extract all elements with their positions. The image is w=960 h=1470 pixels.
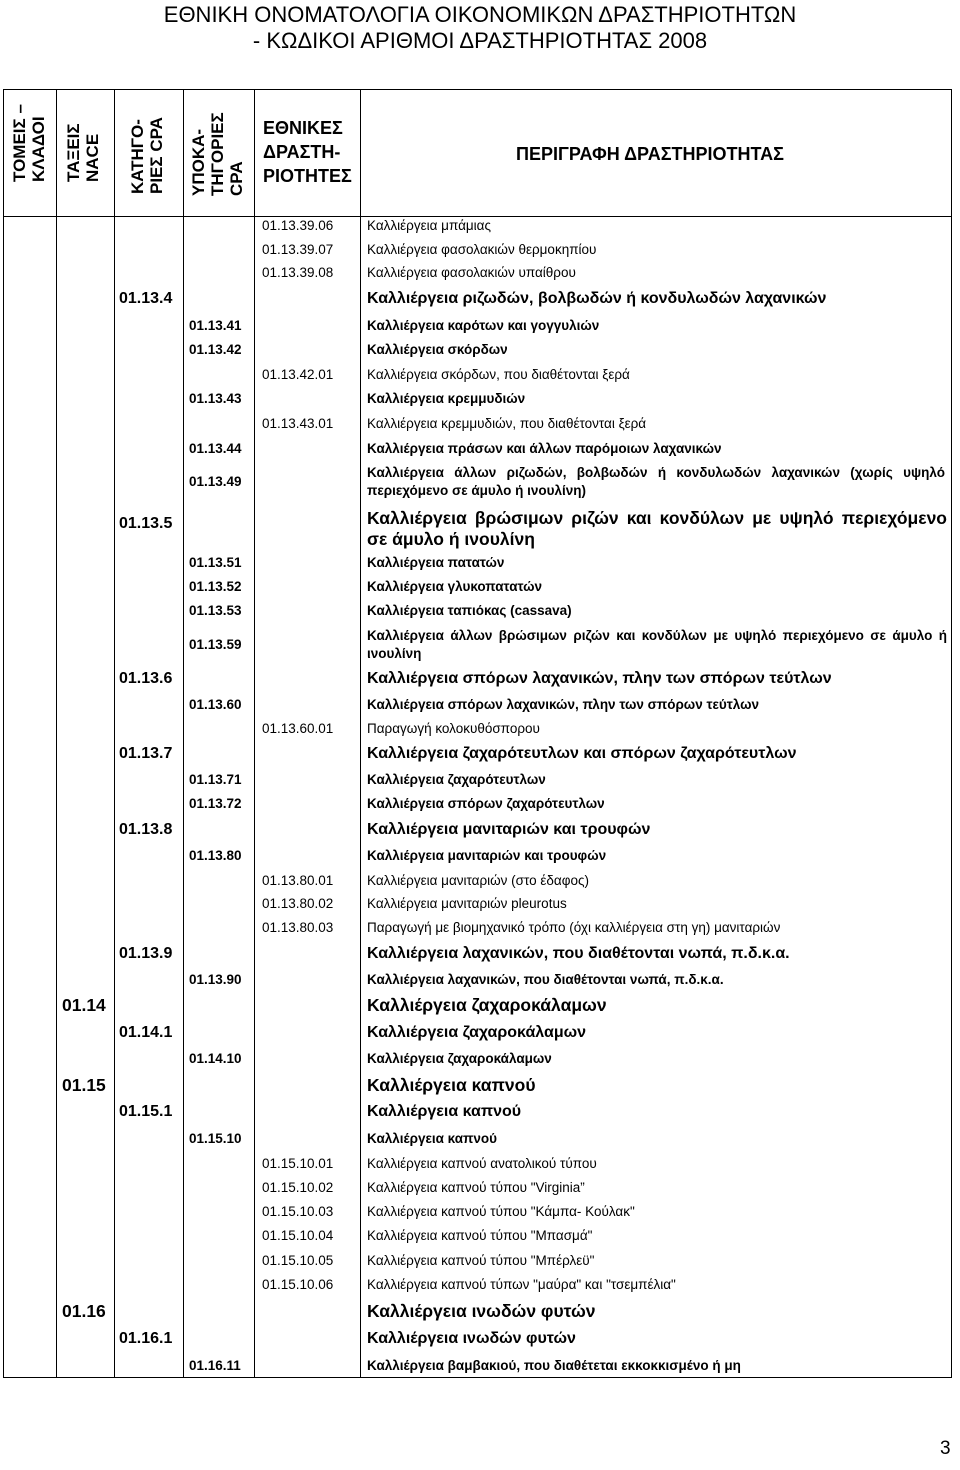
description: Καλλιέργεια καπνού τύπου "Virginia” xyxy=(367,1180,585,1195)
description: Καλλιέργεια πράσων και άλλων παρόμοιων λαχανικών xyxy=(367,441,722,456)
description: Καλλιέργεια καπνού τύπου "Μπέρλεϋ" xyxy=(367,1253,595,1268)
code: 01.13.9 xyxy=(119,945,173,962)
code: 01.13.43.01 xyxy=(262,416,334,431)
code: 01.13.90 xyxy=(189,972,242,987)
description: Καλλιέργεια καπνού τύπου "Κάμπα- Κούλακ" xyxy=(367,1204,635,1219)
description: Καλλιέργεια σκόρδων xyxy=(367,342,508,357)
description: Καλλιέργεια βρώσιμων ριζών και κονδύλων με υψηλό περιεχόμενο σε άμυλο ή ινουλίνη xyxy=(367,508,947,549)
code: 01.16 xyxy=(62,1301,106,1321)
description: Καλλιέργεια ζαχαρότευτλων και σπόρων ζαχαρότευτλων xyxy=(367,745,797,762)
description: Καλλιέργεια βαμβακιού, που διαθέτεται εκκοκκισμένο ή μη xyxy=(367,1358,741,1373)
header-perigrafi: ΠΕΡΙΓΡΑΦΗ ΔΡΑΣΤΗΡΙΟΤΗΤΑΣ xyxy=(516,144,784,164)
code: 01.15.1 xyxy=(119,1103,173,1120)
description: Καλλιέργεια φασολακιών θερμοκηπίου xyxy=(367,242,597,257)
code: 01.13.39.08 xyxy=(262,265,334,280)
description: Καλλιέργεια κρεμμυδιών xyxy=(367,391,526,406)
header-taxeis: ΤΑΞΕΙΣ NACE xyxy=(64,123,102,182)
description: Καλλιέργεια καρότων και γογγυλιών xyxy=(367,318,600,333)
code: 01.13.4 xyxy=(119,290,173,307)
document-subtitle: - ΚΩΔΙΚΟΙ ΑΡΙΘΜΟΙ ΔΡΑΣΤΗΡΙΟΤΗΤΑΣ 2008 xyxy=(252,28,708,53)
description: Καλλιέργεια καπνού τύπων "μαύρα" και "τσεμπέλια" xyxy=(367,1277,676,1292)
description: Καλλιέργεια μανιταριών pleurotus xyxy=(367,896,567,911)
description: Καλλιέργεια μπάμιας xyxy=(367,218,491,233)
code: 01.13.44 xyxy=(189,441,242,456)
code: 01.13.60.01 xyxy=(262,721,334,736)
description: Καλλιέργεια άλλων ριζωδών, βολβωδών ή κονδυλωδών λαχανικών (χωρίς υψηλό περιεχόμενο σε άμυλο ή ινουλίνη) xyxy=(367,465,945,498)
description: Καλλιέργεια ριζωδών, βολβωδών ή κονδυλωδών λαχανικών xyxy=(367,290,827,307)
description: Καλλιέργεια ινωδών φυτών xyxy=(367,1301,596,1321)
description: Καλλιέργεια γλυκοπατατών xyxy=(367,579,543,594)
description: Καλλιέργεια καπνού τύπου "Μπασμά" xyxy=(367,1228,593,1243)
description: Καλλιέργεια καπνού xyxy=(367,1075,536,1095)
description: Καλλιέργεια μανιταριών και τρουφών xyxy=(367,848,607,863)
code: 01.16.11 xyxy=(189,1358,241,1373)
description: Καλλιέργεια σπόρων ζαχαρότευτλων xyxy=(367,796,605,811)
description: Καλλιέργεια σπόρων λαχανικών, πλην των σπόρων τεύτλων xyxy=(367,670,832,687)
description: Καλλιέργεια λαχανικών, που διαθέτονται νωπά, π.δ.κ.α. xyxy=(367,972,724,987)
code: 01.13.39.06 xyxy=(262,218,334,233)
code: 01.13.5 xyxy=(119,515,173,532)
description: Καλλιέργεια πατατών xyxy=(367,555,505,570)
header-ypokatigories: ΥΠΟΚΑ- ΤΗΓΟΡΙΕΣ CPA xyxy=(189,112,246,196)
code: 01.13.43 xyxy=(189,391,242,406)
code: 01.15.10.01 xyxy=(262,1156,334,1171)
code: 01.13.49 xyxy=(189,474,242,489)
description: Παραγωγή κολοκυθόσπορου xyxy=(367,721,540,736)
code: 01.15.10 xyxy=(189,1131,242,1146)
code: 01.15.10.05 xyxy=(262,1253,334,1268)
description: Καλλιέργεια μανιταριών και τρουφών xyxy=(367,821,651,838)
description: Καλλιέργεια σκόρδων, που διαθέτονται ξερά xyxy=(367,367,630,382)
code: 01.14.1 xyxy=(119,1024,173,1041)
description: Καλλιέργεια ζαχαροκάλαμων xyxy=(367,1051,552,1066)
description: Καλλιέργεια ταπιόκας (cassava) xyxy=(367,603,572,618)
code: 01.13.39.07 xyxy=(262,242,334,257)
description: Καλλιέργεια καπνού xyxy=(367,1103,522,1120)
code: 01.13.8 xyxy=(119,821,173,838)
code: 01.13.52 xyxy=(189,579,242,594)
header-ethnikes: ΕΘΝΙΚΕΣ ΔΡΑΣΤΗ- ΡΙΟΤΗΤΕΣ xyxy=(263,118,352,186)
code: 01.13.80 xyxy=(189,848,242,863)
document-title: ΕΘΝΙΚΗ ΟΝΟΜΑΤΟΛΟΓΙΑ ΟΙΚΟΝΟΜΙΚΩΝ ΔΡΑΣΤΗΡΙΟΤΗΤΩΝ xyxy=(163,2,797,27)
code: 01.13.42 xyxy=(189,342,242,357)
code: 01.13.7 xyxy=(119,745,173,762)
description: Καλλιέργεια ζαχαροκάλαμων xyxy=(367,1024,587,1041)
code: 01.15 xyxy=(62,1075,106,1095)
code: 01.13.80.01 xyxy=(262,873,334,888)
description: Καλλιέργεια ινωδών φυτών xyxy=(367,1330,576,1347)
description: Καλλιέργεια σπόρων λαχανικών, πλην των σπόρων τεύτλων xyxy=(367,697,760,712)
code: 01.13.41 xyxy=(189,318,242,333)
description: Καλλιέργεια μανιταριών (στο έδαφος) xyxy=(367,873,589,888)
code: 01.13.42.01 xyxy=(262,367,334,382)
code: 01.13.80.03 xyxy=(262,920,334,935)
code: 01.13.80.02 xyxy=(262,896,334,911)
code: 01.13.59 xyxy=(189,637,242,652)
code: 01.14 xyxy=(62,995,106,1015)
description: Καλλιέργεια φασολακιών υπαίθρου xyxy=(367,265,576,280)
page-number: 3 xyxy=(940,1438,951,1459)
code: 01.13.6 xyxy=(119,670,173,687)
description: Καλλιέργεια άλλων βρώσιμων ριζών και κονδύλων με υψηλό περιεχόμενο σε άμυλο ή ινουλίνη xyxy=(367,628,947,661)
header-tomeis: ΤΟΜΕΙΣ – ΚΛΑΔΟΙ xyxy=(10,104,48,182)
code: 01.13.72 xyxy=(189,796,242,811)
description: Παραγωγή με βιομηχανικό τρόπο (όχι καλλιέργεια στη γη) μανιταριών xyxy=(367,920,781,935)
code: 01.13.51 xyxy=(189,555,242,570)
code: 01.15.10.04 xyxy=(262,1228,334,1243)
code: 01.13.60 xyxy=(189,697,242,712)
description: Καλλιέργεια ζαχαρότευτλων xyxy=(367,772,546,787)
code: 01.15.10.03 xyxy=(262,1204,334,1219)
description: Καλλιέργεια κρεμμυδιών, που διαθέτονται ξερά xyxy=(367,416,647,431)
code: 01.15.10.02 xyxy=(262,1180,334,1195)
description: Καλλιέργεια καπνού xyxy=(367,1131,497,1146)
code: 01.14.10 xyxy=(189,1051,242,1066)
code: 01.16.1 xyxy=(119,1330,173,1347)
description: Καλλιέργεια καπνού ανατολικού τύπου xyxy=(367,1156,597,1171)
code: 01.13.53 xyxy=(189,603,242,618)
code: 01.13.71 xyxy=(189,772,242,787)
header-katigories: ΚΑΤΗΓΟ- ΡΙΕΣ CPA xyxy=(128,117,166,194)
description: Καλλιέργεια λαχανικών, που διαθέτονται νωπά, π.δ.κ.α. xyxy=(367,945,790,962)
description: Καλλιέργεια ζαχαροκάλαμων xyxy=(367,995,607,1015)
code: 01.15.10.06 xyxy=(262,1277,334,1292)
